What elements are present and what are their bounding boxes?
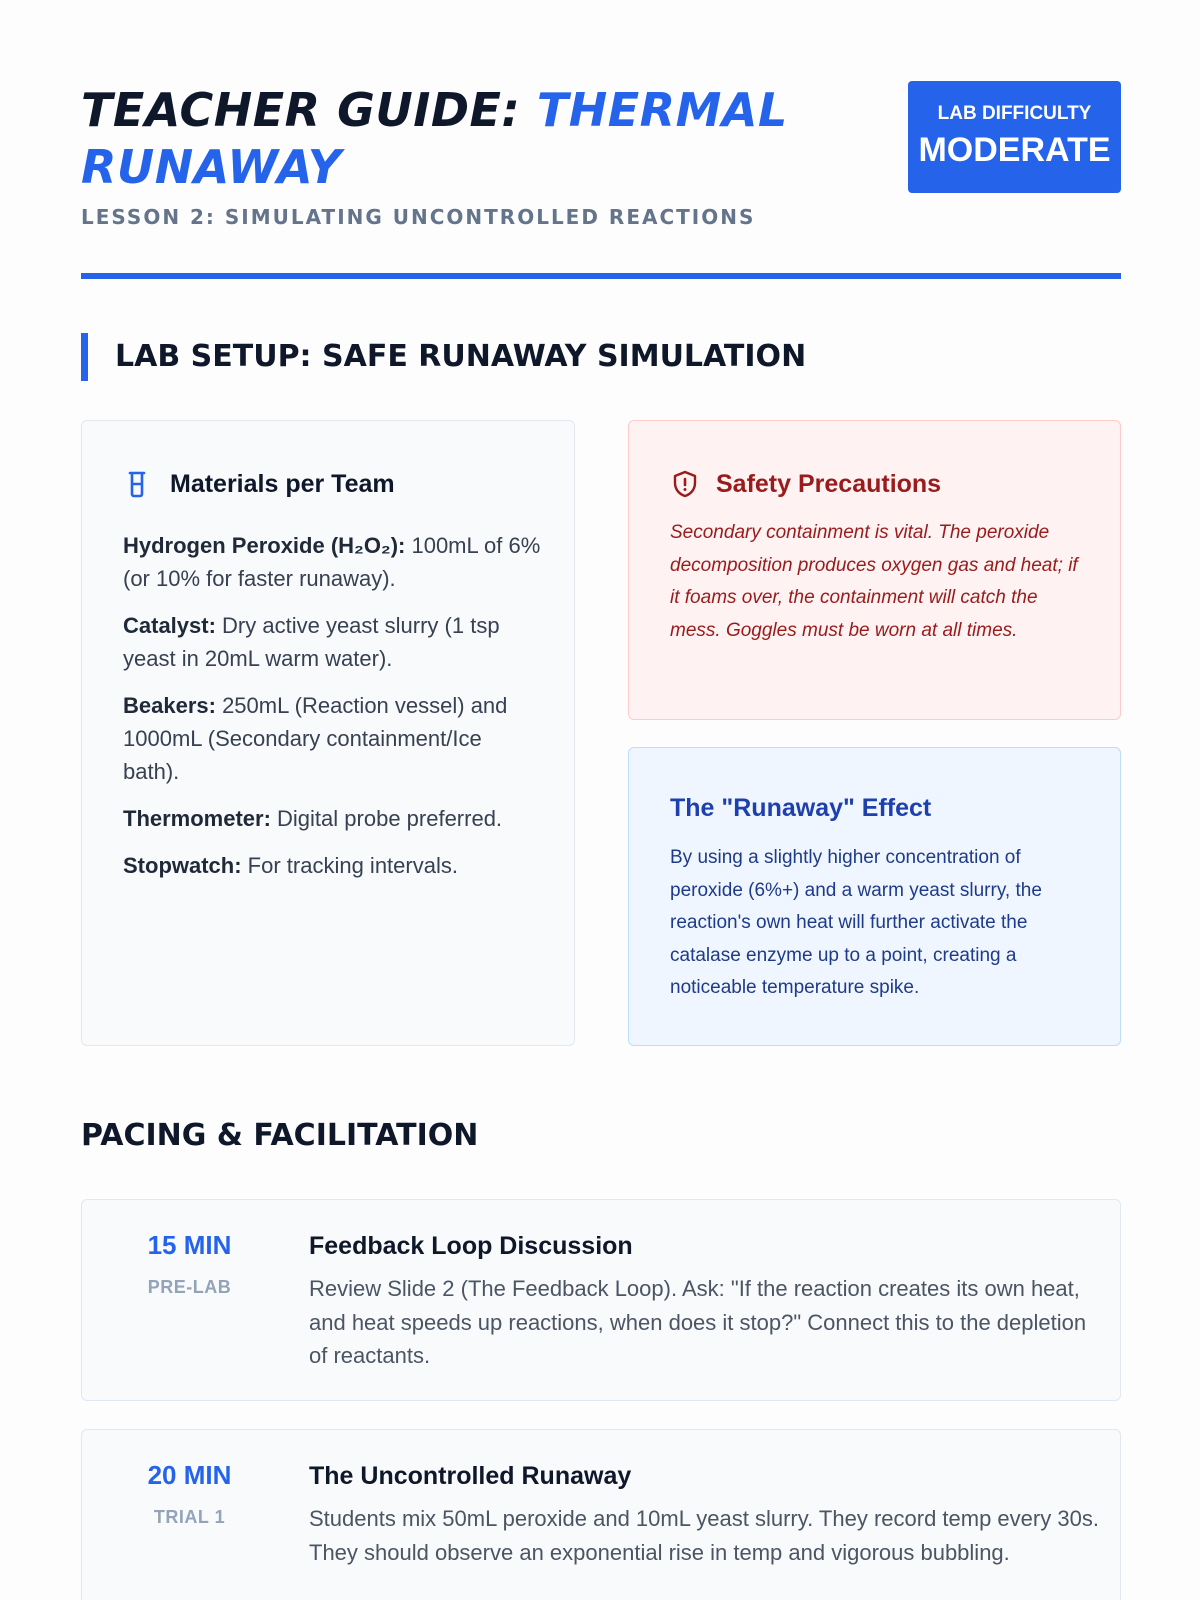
shield-alert-icon [670,469,700,499]
pacing-duration: 15 MIN [147,1230,232,1260]
beaker-icon [122,469,152,499]
list-item [123,849,543,882]
material-label: Hydrogen Peroxide (H₂O₂): [123,533,406,558]
material-text: 100mL of 6% (or 10% for faster runaway). [123,533,541,591]
material-label: Thermometer: [123,806,271,831]
title-accent: THERMAL RUNAWAY [81,83,788,194]
materials-title-text: Materials per Team [170,469,395,498]
lab-setup-heading [81,333,806,381]
runaway-effect-card [628,747,1121,1046]
effect-title: The "Runaway" Effect [670,794,932,822]
pacing-heading: PACING & FACILITATION [81,1118,479,1153]
lab-setup-heading-text: LAB SETUP: SAFE RUNAWAY SIMULATION [115,339,807,374]
material-label: Catalyst: [123,613,216,638]
title-prefix: TEACHER GUIDE: [81,83,537,137]
pacing-duration: 20 MIN [147,1460,232,1490]
effect-body: By using a slightly higher concentration of peroxide (6%+) and a warm yeast slurry, the reaction's own heat will further activate the catalase enzyme up to a point, creating a noticeable temperature spike. [670,847,1042,998]
pacing-row [81,1429,1121,1600]
pacing-description: Students mix 50mL peroxide and 10mL yeast slurry. They record temp every 30s. They should observe an exponential rise in temp and vigorous bubbling. [309,1506,1099,1565]
pacing-row [81,1199,1121,1401]
material-text: 250mL (Reaction vessel) and 1000mL (Secondary containment/Ice bath). [123,693,508,784]
list-item [123,689,543,788]
guide-header [81,0,1121,282]
header-divider [81,273,1121,279]
safety-body: Secondary containment is vital. The peroxide decomposition produces oxygen gas and heat; if it foams over, the containment will catch the mess. Goggles must be worn at all times. [670,522,1078,641]
pacing-phase: TRIAL 1 [153,1507,226,1527]
difficulty-value: MODERATE [918,131,1111,169]
materials-card [81,420,575,1046]
material-label: Stopwatch: [123,853,242,878]
materials-list [123,529,543,896]
list-item [123,529,543,595]
safety-title-text: Safety Precautions [716,469,942,498]
list-item [123,609,543,675]
material-text: For tracking intervals. [241,853,458,878]
pacing-title: Feedback Loop Discussion [309,1232,633,1260]
pacing-title: The Uncontrolled Runaway [309,1462,632,1490]
material-text: Digital probe preferred. [270,806,503,831]
teacher-guide-page [81,0,1121,1565]
pacing-description: Review Slide 2 (The Feedback Loop). Ask: "If the reaction creates its own heat, and heat speeds up reactions, when does it stop?" Connect this to the depletion of reactants. [309,1276,1087,1368]
page-title [81,82,861,196]
safety-title [670,469,941,499]
materials-title [122,469,395,499]
lesson-subtitle: LESSON 2: SIMULATING UNCONTROLLED REACTIONS [81,205,756,229]
list-item [123,802,543,835]
pacing-phase: PRE-LAB [147,1277,232,1297]
safety-card [628,420,1121,720]
material-label: Beakers: [123,693,216,718]
difficulty-badge [908,81,1121,193]
material-text: Dry active yeast slurry (1 tsp yeast in 20mL warm water). [123,613,500,671]
heading-accent-bar [81,333,88,381]
difficulty-label: LAB DIFFICULTY [937,103,1092,124]
